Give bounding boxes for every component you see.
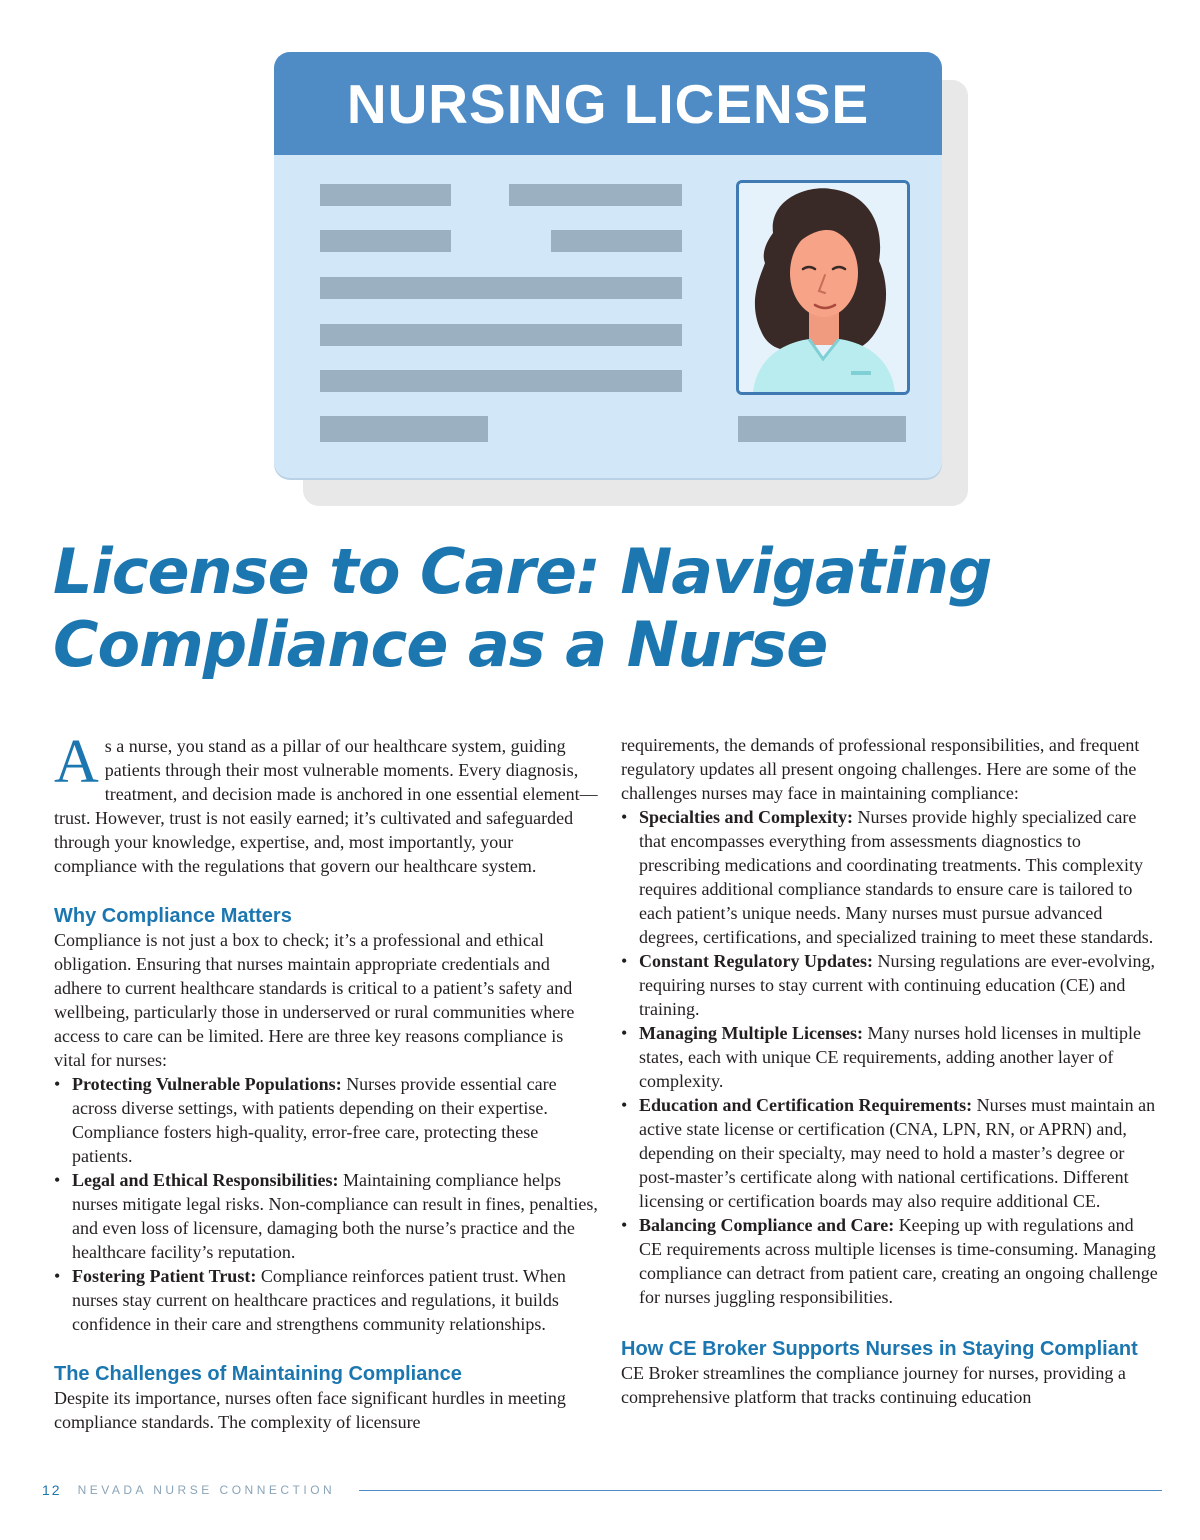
section-heading-why-compliance: Why Compliance Matters	[54, 905, 292, 927]
bullet-title: Fostering Patient Trust:	[72, 1266, 257, 1286]
nurse-portrait-photo	[736, 180, 910, 395]
article-headline	[53, 535, 1153, 681]
bullet-text: Many nurses hold licenses in multiple states, each with unique CE requirements, adding another layer of complexity.	[639, 1023, 1141, 1091]
list-item	[621, 805, 1161, 949]
intro-text: s a nurse, you stand as a pillar of our healthcare system, guiding patients through their most vulnerable moments. Every diagnosis, treatment, and decision made is anchored in one essential element—trust. However, trust is not easily earned; it’s cultivated and safeguarded through your knowledge, expertise, and, most importantly, your compliance with the regulations that govern our healthcare system.	[54, 736, 598, 876]
placeholder-bar	[509, 184, 682, 206]
license-card-illustration	[274, 52, 942, 478]
section1-body: Compliance is not just a box to check; it’s a professional and ethical obligation. Ensuring that nurses maintain appropriate credentials and adhere to current healthcare standards is critical to a patient’s safety and wellbeing, particularly those in underserved or rural communities where access to care can be limited. Here are three key reasons compliance is vital for nurses:	[54, 930, 575, 1070]
bullet-text: Compliance reinforces patient trust. When nurses stay current on healthcare practices and regulations, it builds confidence in their care and strengthens community relationships.	[72, 1266, 566, 1334]
list-item	[621, 1093, 1161, 1213]
bullet-title: Education and Certification Requirements:	[639, 1095, 973, 1115]
placeholder-bar	[320, 370, 682, 392]
section-heading-challenges: The Challenges of Maintaining Compliance	[54, 1363, 462, 1385]
bullet-text: Nurses provide highly specialized care that encompasses everything from assessments diagnostics to prescribing medications and coordinating treatments. This complexity requires additional compliance standards to ensure care is tailored to each patient’s unique needs. Many nurses must pursue advanced degrees, certifications, and specialized training to meet these standards.	[639, 807, 1154, 947]
bullet-title: Protecting Vulnerable Populations:	[72, 1074, 342, 1094]
page-footer	[42, 1478, 1162, 1502]
bullet-text: Nursing regulations are ever-evolving, requiring nurses to stay current with continuing education (CE) and training.	[639, 951, 1156, 1019]
list-item	[621, 949, 1161, 1021]
bullet-title: Balancing Compliance and Care:	[639, 1215, 895, 1235]
placeholder-bar	[551, 230, 682, 252]
section1-bullet-list	[54, 1072, 599, 1336]
drop-cap: A	[54, 728, 99, 796]
placeholder-bar	[320, 277, 682, 299]
right-column	[621, 733, 1161, 1409]
page-number: 12	[42, 1482, 62, 1498]
footer-divider	[359, 1490, 1162, 1491]
placeholder-bar	[320, 324, 682, 346]
bullet-title: Specialties and Complexity:	[639, 807, 853, 827]
list-item	[54, 1168, 599, 1264]
section-heading-ce-broker: How CE Broker Supports Nurses in Staying Compliant	[621, 1338, 1138, 1360]
list-item	[54, 1072, 599, 1168]
bullet-title: Legal and Ethical Responsibilities:	[72, 1170, 339, 1190]
placeholder-bar	[320, 184, 451, 206]
headline-line-1: License to Care: Navigating	[53, 535, 992, 608]
bullet-text: Nurses must maintain an active state license or certification (CNA, LPN, RN, or APRN) and, depending on their specialty, may need to hold a master’s degree or post-master’s certificate along with national certifications. Different licensing or certification boards may also require additional CE.	[639, 1095, 1156, 1211]
list-item	[621, 1213, 1161, 1309]
section2-body-continued: requirements, the demands of professional responsibilities, and frequent regulatory updates all present ongoing challenges. Here are some of the challenges nurses may face in maintaining compliance:	[621, 735, 1140, 803]
bullet-text: Keeping up with regulations and CE requirements across multiple licenses is time-consuming. Managing compliance can detract from patient care, creating an ongoing challenge for nurses juggling responsibilities.	[639, 1215, 1158, 1307]
headline-line-2: Compliance as a Nurse	[53, 608, 828, 681]
placeholder-bar	[320, 230, 451, 252]
left-column	[54, 728, 599, 1434]
nurse-avatar-icon	[739, 183, 907, 392]
bullet-title: Managing Multiple Licenses:	[639, 1023, 863, 1043]
section3-body: CE Broker streamlines the compliance journey for nurses, providing a comprehensive platform that tracks continuing education	[621, 1363, 1126, 1407]
list-item	[54, 1264, 599, 1336]
section2-bullet-list	[621, 805, 1161, 1309]
placeholder-bar	[738, 416, 906, 442]
bullet-text: Maintaining compliance helps nurses mitigate legal risks. Non-compliance can result in fines, penalties, and even loss of licensure, damaging both the nurse’s practice and the healthcare facility’s reputation.	[72, 1170, 598, 1262]
section2-body-start: Despite its importance, nurses often face significant hurdles in meeting compliance standards. The complexity of licensure	[54, 1388, 566, 1432]
publication-name: NEVADA NURSE CONNECTION	[77, 1483, 336, 1497]
intro-paragraph	[54, 728, 599, 878]
placeholder-bar	[320, 416, 488, 442]
license-card-header	[274, 52, 942, 155]
license-card-title: NURSING LICENSE	[346, 72, 870, 135]
bullet-text: Nurses provide essential care across diverse settings, with patients depending on their expertise. Compliance fosters high-quality, error-free care, protecting these patients.	[72, 1074, 557, 1166]
list-item	[621, 1021, 1161, 1093]
bullet-title: Constant Regulatory Updates:	[639, 951, 873, 971]
